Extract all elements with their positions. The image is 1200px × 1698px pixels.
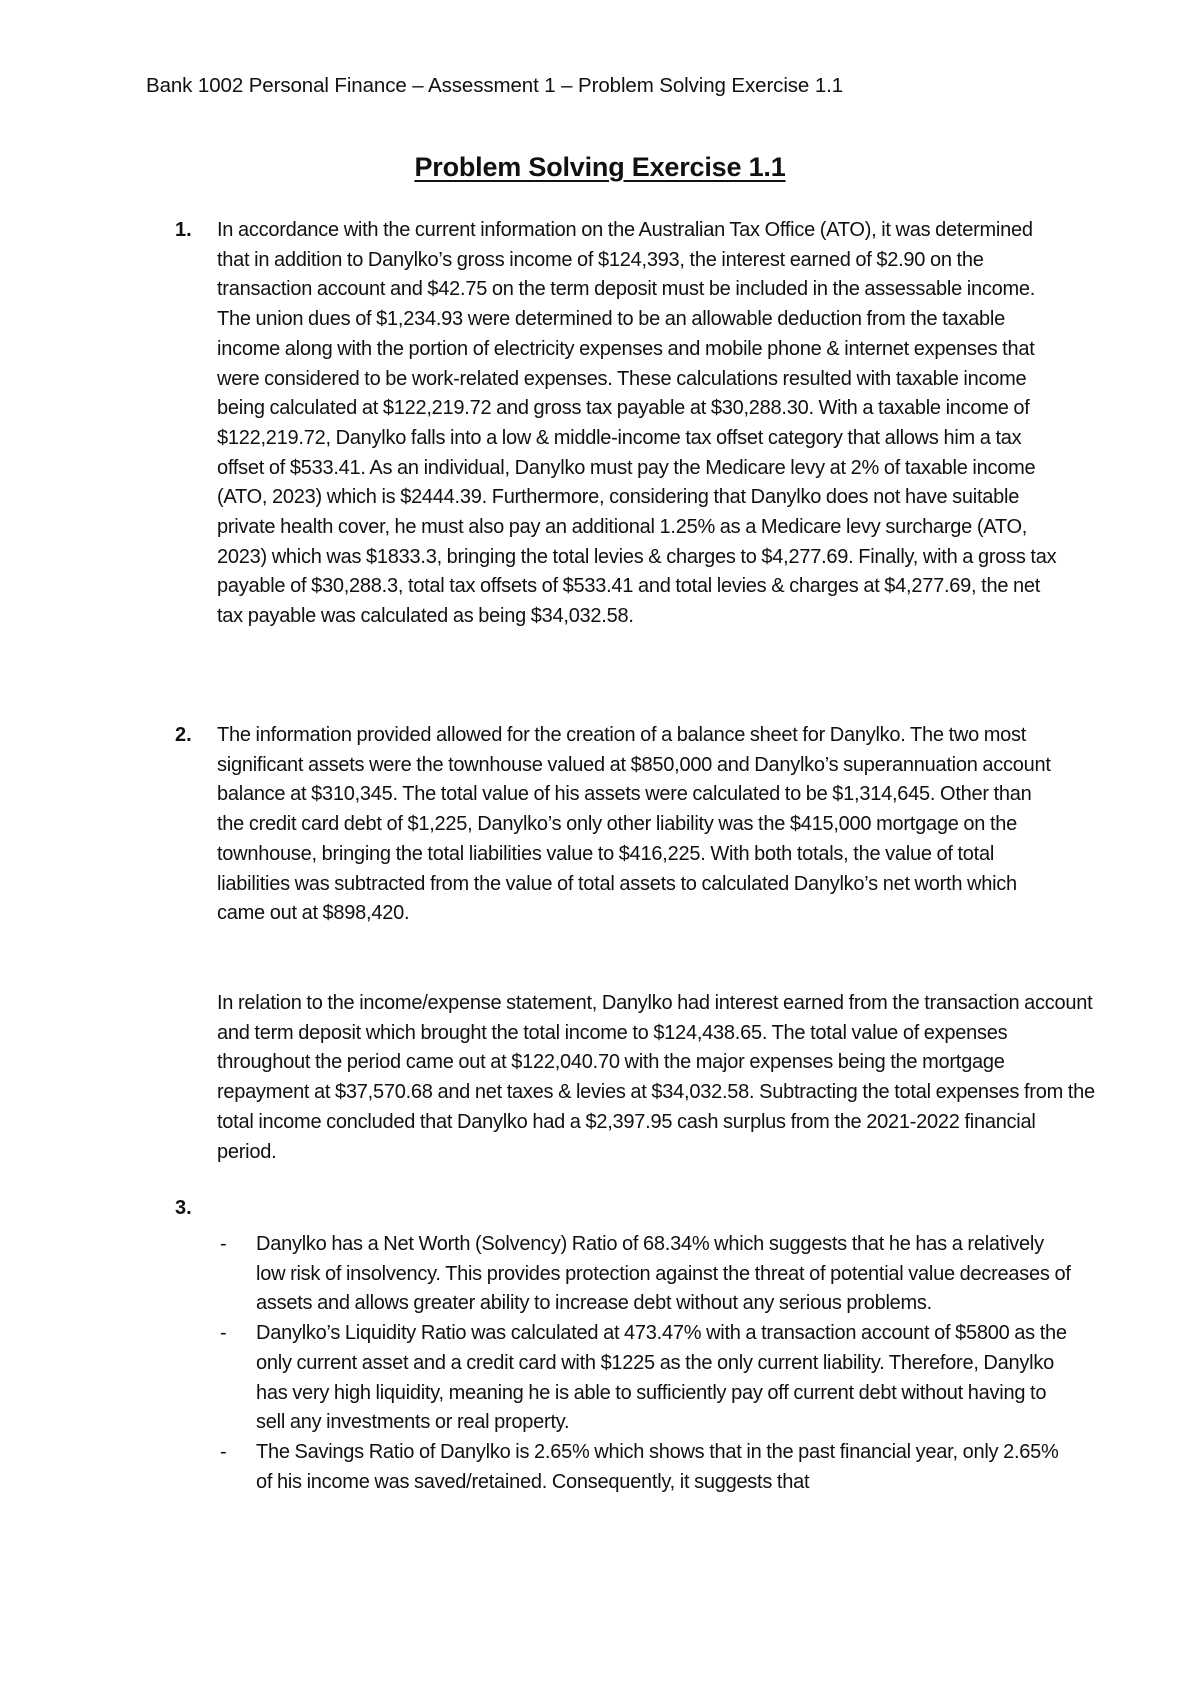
bullet-text: Danylko’s Liquidity Ratio was calculated at 473.47% with a transaction account of $5800 as the only current asset and a credit card with $1225 as the only current liability. Therefore, Danylko has very high liquidity, meaning he is able to sufficiently pay off current debt without having to sell any investments or real property.	[256, 1322, 1067, 1434]
bullet-marker: -	[220, 1322, 227, 1345]
list-item-1	[175, 216, 1060, 632]
item-number: 1.	[175, 219, 192, 241]
bullet-item	[217, 1230, 1077, 1319]
item-body	[217, 216, 1060, 632]
item-number: 3.	[175, 1197, 192, 1219]
bullet-item	[217, 1319, 1077, 1438]
paragraph: The information provided allowed for the creation of a balance sheet for Danylko. The two most significant assets were the townhouse valued at $850,000 and Danylko’s superannuation account balance at $310,345. The total value of his assets were calculated to be $1,314,645. Other than the credit card debt of $1,225, Danylko’s only other liability was the $415,000 mortgage on the townhouse, bringing the total liabilities value to $416,225. With both totals, the value of total liabilities was subtracted from the value of total assets to calculated Danylko’s net worth which came out at $898,420.	[217, 724, 1051, 925]
bullet-text: The Savings Ratio of Danylko is 2.65% which shows that in the past financial year, only 2.65% of his income was saved/retained. Consequently, it suggests that	[256, 1440, 1059, 1493]
item-number: 2.	[175, 724, 192, 746]
document-title: Problem Solving Exercise 1.1	[414, 152, 786, 182]
running-header: Bank 1002 Personal Finance – Assessment 1 – Problem Solving Exercise 1.1	[146, 74, 844, 97]
bullet-marker: -	[220, 1233, 227, 1255]
bullet-text: Danylko has a Net Worth (Solvency) Ratio of 68.34% which suggests that he has a relatively low risk of insolvency. This provides protection against the threat of potential value decreases of assets and allows greater ability to increase debt without any serious problems.	[256, 1233, 1071, 1315]
bullet-list	[217, 1230, 1077, 1497]
item-body	[217, 721, 1060, 929]
bullet-item	[217, 1438, 1077, 1497]
paragraph: In relation to the income/expense statement, Danylko had interest earned from the transaction account and term deposit which brought the total income to $124,438.65. The total value of expenses throughout the period came out at $122,040.70 with the major expenses being the mortgage repayment at $37,570.68 and net taxes & levies at $34,032.58. Subtracting the total expenses from the total income concluded that Danylko had a $2,397.95 cash surplus from the 2021-2022 financial period.	[217, 992, 1095, 1163]
paragraph: In accordance with the current information on the Australian Tax Office (ATO), it was determined that in addition to Danylko’s gross income of $124,393, the interest earned of $2.90 on the transaction account and $42.75 on the term deposit must be included in the assessable income. The union dues of $1,234.93 were determined to be an allowable deduction from the taxable income along with the portion of electricity expenses and mobile phone & internet expenses that were considered to be work-related expenses. These calculations resulted with taxable income being calculated at $122,219.72 and gross tax payable at $30,288.30. With a taxable income of $122,219.72, Danylko falls into a low & middle-income tax offset category that allows him a tax offset of $533.41. As an individual, Danylko must pay the Medicare levy at 2% of taxable income (ATO, 2023) which is $2444.39. Furthermore, considering that Danylko does not have suitable private health cover, he must also pay an additional 1.25% as a Medicare levy surcharge (ATO, 2023) which was $1833.3, bringing the total levies & charges to $4,277.69. Finally, with a gross tax payable of $30,288.3, total tax offsets of $533.41 and total levies & charges at $4,277.69, the net tax payable was calculated as being $34,032.58.	[217, 219, 1057, 628]
list-item-2	[175, 721, 1060, 929]
bullet-marker: -	[220, 1440, 227, 1463]
